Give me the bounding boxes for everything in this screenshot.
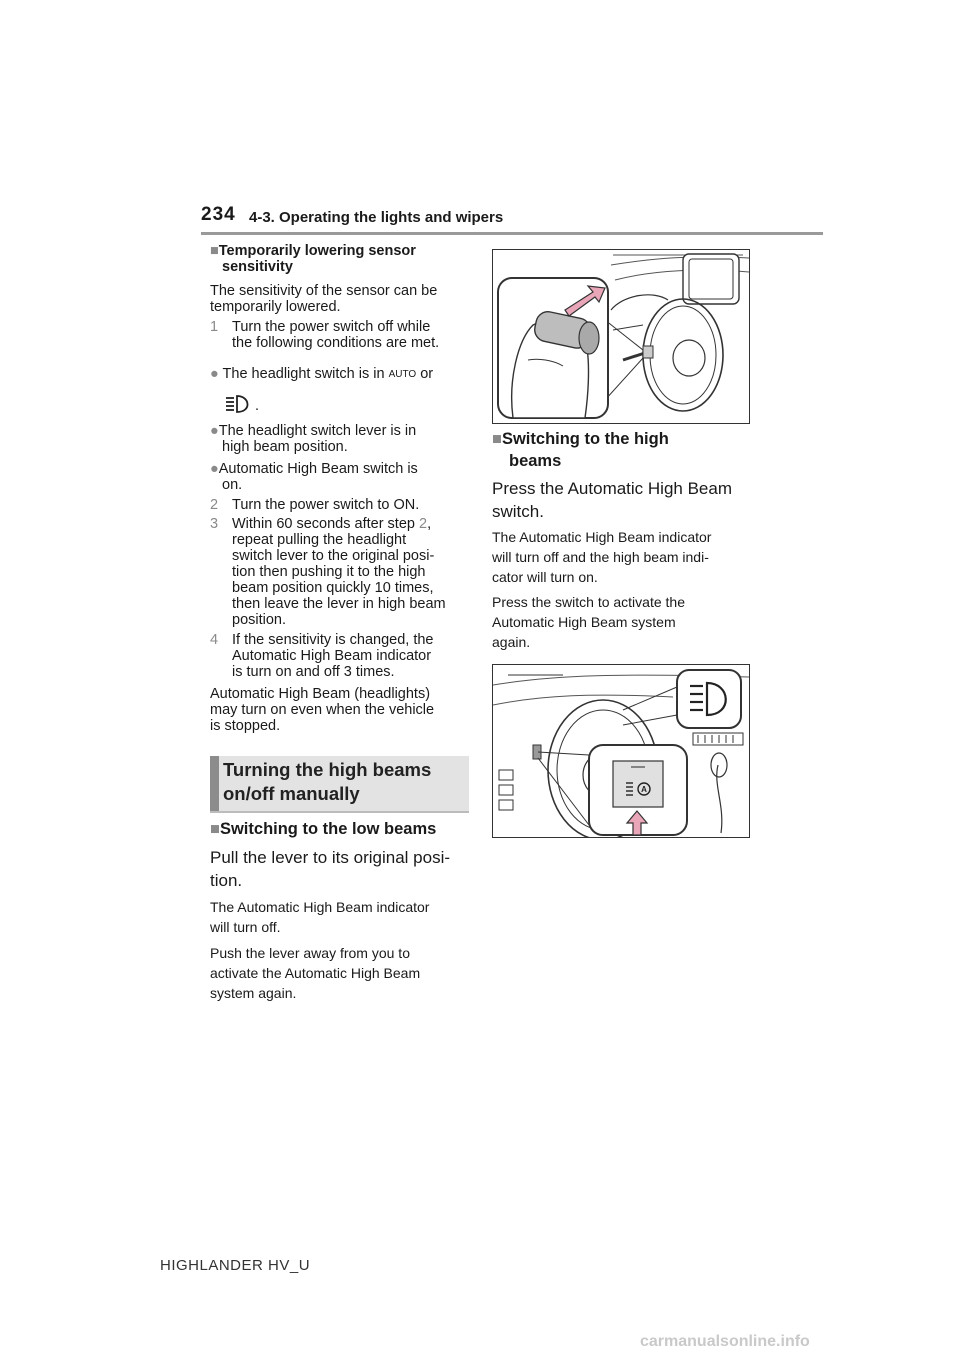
heading-sensor-sensitivity: ■Temporarily lowering sensor (210, 243, 416, 259)
switch-drawing (493, 665, 749, 837)
header-rule (201, 232, 823, 235)
step-3: 3 (210, 516, 219, 532)
watermark: carmanualsonline.info (640, 1333, 810, 1350)
condition-3: ●Automatic High Beam switch is (210, 461, 418, 477)
round-bullet-icon: ● (210, 366, 219, 382)
step-1: 1 (210, 319, 219, 335)
low-beam-note-1: The Automatic High Beam indicator will turn off. (210, 899, 430, 935)
step-4-text: If the sensitivity is changed, the Automatic High Beam indicator is turn on and off 3 times. (232, 632, 434, 680)
round-bullet-icon: ● (210, 461, 219, 477)
lever-drawing (493, 250, 749, 423)
heading-low-beams: ■Switching to the low beams (210, 820, 437, 838)
square-bullet-icon: ■ (492, 430, 502, 448)
section-banner-title: Turning the high beams on/off manually (223, 759, 432, 804)
step-4: 4 (210, 632, 219, 648)
page-number: 234 (201, 204, 236, 225)
high-beam-instruction: Press the Automatic High Beam switch. (492, 479, 733, 521)
step-1-text: Turn the power switch off while the following conditions are met. (232, 319, 440, 351)
low-beam-instruction: Pull the lever to its original posi- tion. (210, 848, 451, 890)
square-bullet-icon: ■ (210, 820, 220, 838)
step-2: 2 (210, 497, 219, 513)
heading-sensor-sensitivity-cont: sensitivity (222, 259, 293, 275)
condition-2-cont: high beam position. (222, 439, 348, 455)
square-bullet-icon: ■ (210, 243, 219, 259)
footer-model: HIGHLANDER HV_U (160, 1257, 311, 1274)
low-beam-note-2: Push the lever away from you to activate the Automatic High Beam system again. (210, 945, 421, 1001)
auto-icon: AUTO (388, 369, 417, 380)
lever-illustration (492, 249, 750, 424)
high-beam-note-2: Press the switch to activate the Automatic High Beam system again. (492, 594, 685, 650)
section-banner-bar (210, 756, 219, 811)
high-beam-note-1: The Automatic High Beam indicator will turn off and the high beam indi- cator will turn on. (492, 529, 712, 585)
heading-high-beams: ■Switching to the high beams (492, 430, 669, 470)
headlight-icon-row: . (222, 393, 262, 415)
note-text: Automatic High Beam (headlights) may turn on even when the vehicle is stopped. (210, 686, 435, 734)
switch-label-text: A (641, 785, 647, 794)
condition-2: ●The headlight switch lever is in (210, 423, 417, 439)
intro-text: The sensitivity of the sensor can be temporarily lowered. (210, 283, 438, 315)
section-title: 4-3. Operating the lights and wipers (249, 209, 504, 226)
step-2-text: Turn the power switch to ON. (232, 497, 420, 513)
step-3-text: Within 60 seconds after step 2, repeat pulling the headlight switch lever to the original posi- tion then pushing it to the high beam position quickly 10 times, then leave the lever in high beam position. (232, 516, 446, 628)
switch-illustration (492, 664, 750, 838)
condition-3-cont: on. (222, 477, 243, 493)
headlight-icon (222, 393, 256, 415)
condition-1: ● The headlight switch is in AUTO or (210, 366, 434, 382)
round-bullet-icon: ● (210, 423, 219, 439)
